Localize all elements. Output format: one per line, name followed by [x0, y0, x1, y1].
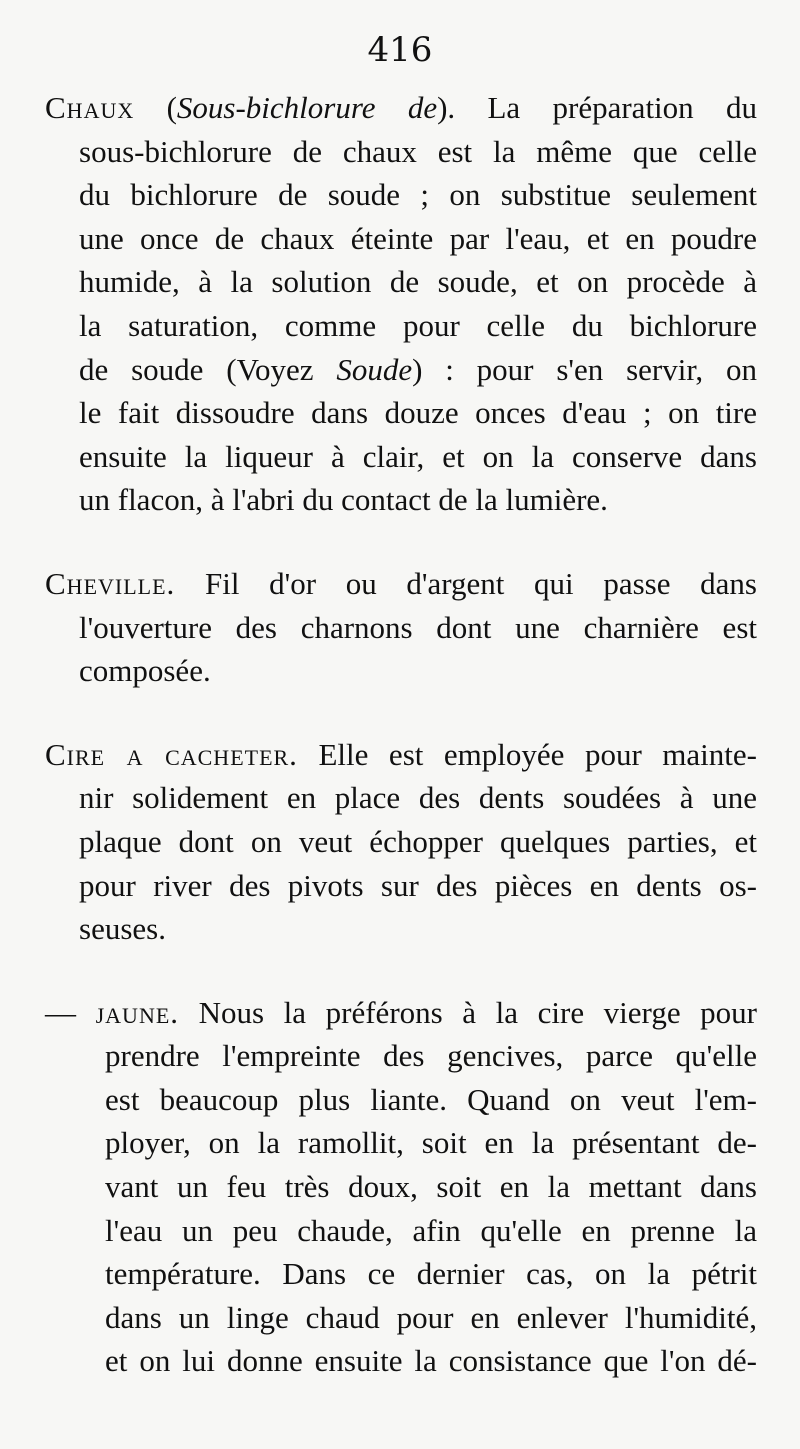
text-segment: ) : pour s'en servir, on: [412, 351, 757, 387]
entry-line: dans un linge chaud pour en enlever l'humidité,: [105, 1299, 757, 1335]
entry-headword: Cheville.: [45, 565, 176, 601]
entry-line: température. Dans ce dernier cas, on la pétrit: [105, 1256, 757, 1292]
entry-line: est beaucoup plus liante. Quand on veut l'em-: [105, 1081, 757, 1117]
entry-headword: jaune.: [95, 994, 180, 1030]
entry-jaune: [45, 991, 757, 1383]
entry-line: [45, 562, 757, 606]
entry-cheville: [45, 562, 757, 693]
entry-line: une once de chaux éteinte par l'eau, et en poudre: [79, 220, 757, 256]
italic-term: Sous-bichlorure de: [176, 90, 438, 125]
page-body: [45, 86, 757, 1423]
entry-line: l'eau un peu chaude, afin qu'elle en prenne la: [105, 1212, 757, 1248]
entry-headword: Cire a cacheter.: [45, 736, 298, 772]
entry-line: nir solidement en place des dents soudées à une: [79, 780, 757, 816]
entry-line: un flacon, à l'abri du contact de la lumière.: [79, 482, 608, 518]
text-segment: Fil d'or ou d'argent qui passe dans: [175, 565, 757, 601]
text-segment: ). La préparation du: [437, 90, 757, 125]
entry-line: prendre l'empreinte des gencives, parce qu'elle: [105, 1038, 757, 1074]
text-segment: Elle est employée pour mainte-: [297, 736, 757, 772]
entry-cire-a-cacheter: [45, 733, 757, 951]
entry-line: ensuite la liqueur à clair, et on la conserve dans: [79, 438, 757, 474]
entry-line: [45, 991, 757, 1035]
entry-line: seuses.: [79, 911, 166, 947]
entry-line: composée.: [79, 653, 211, 689]
entry-line: l'ouverture des charnons dont une charnière est: [79, 609, 757, 645]
text-segment: Nous la préférons à la cire vierge pour: [179, 994, 758, 1030]
entry-line: du bichlorure de soude ; on substitue seulement: [79, 177, 757, 213]
text-segment: de soude (Voyez: [79, 351, 337, 387]
entry-line: ployer, on la ramollit, soit en la présentant de-: [105, 1125, 757, 1161]
entry-chaux: [45, 86, 757, 522]
page-number: 416: [367, 30, 433, 70]
entry-line: et on lui donne ensuite la consistance que l'on dé-: [105, 1343, 757, 1379]
em-dash: —: [45, 994, 76, 1030]
italic-term: Soude: [336, 351, 413, 387]
entry-line: plaque dont on veut échopper quelques parties, et: [79, 823, 757, 859]
text-segment: (: [134, 90, 177, 125]
entry-line: [45, 348, 757, 392]
entry-line: vant un feu très doux, soit en la mettant dans: [105, 1169, 757, 1205]
entry-line: la saturation, comme pour celle du bichlorure: [79, 307, 757, 343]
entry-line: [45, 86, 757, 130]
entry-line: humide, à la solution de soude, et on procède à: [79, 264, 757, 300]
entry-line: [45, 733, 757, 777]
entry-line: sous-bichlorure de chaux est la même que celle: [79, 133, 757, 169]
entry-line: le fait dissoudre dans douze onces d'eau ; on tire: [79, 395, 757, 431]
entry-line: pour river des pivots sur des pièces en dents os-: [79, 867, 757, 903]
entry-headword: Chaux: [45, 90, 135, 125]
